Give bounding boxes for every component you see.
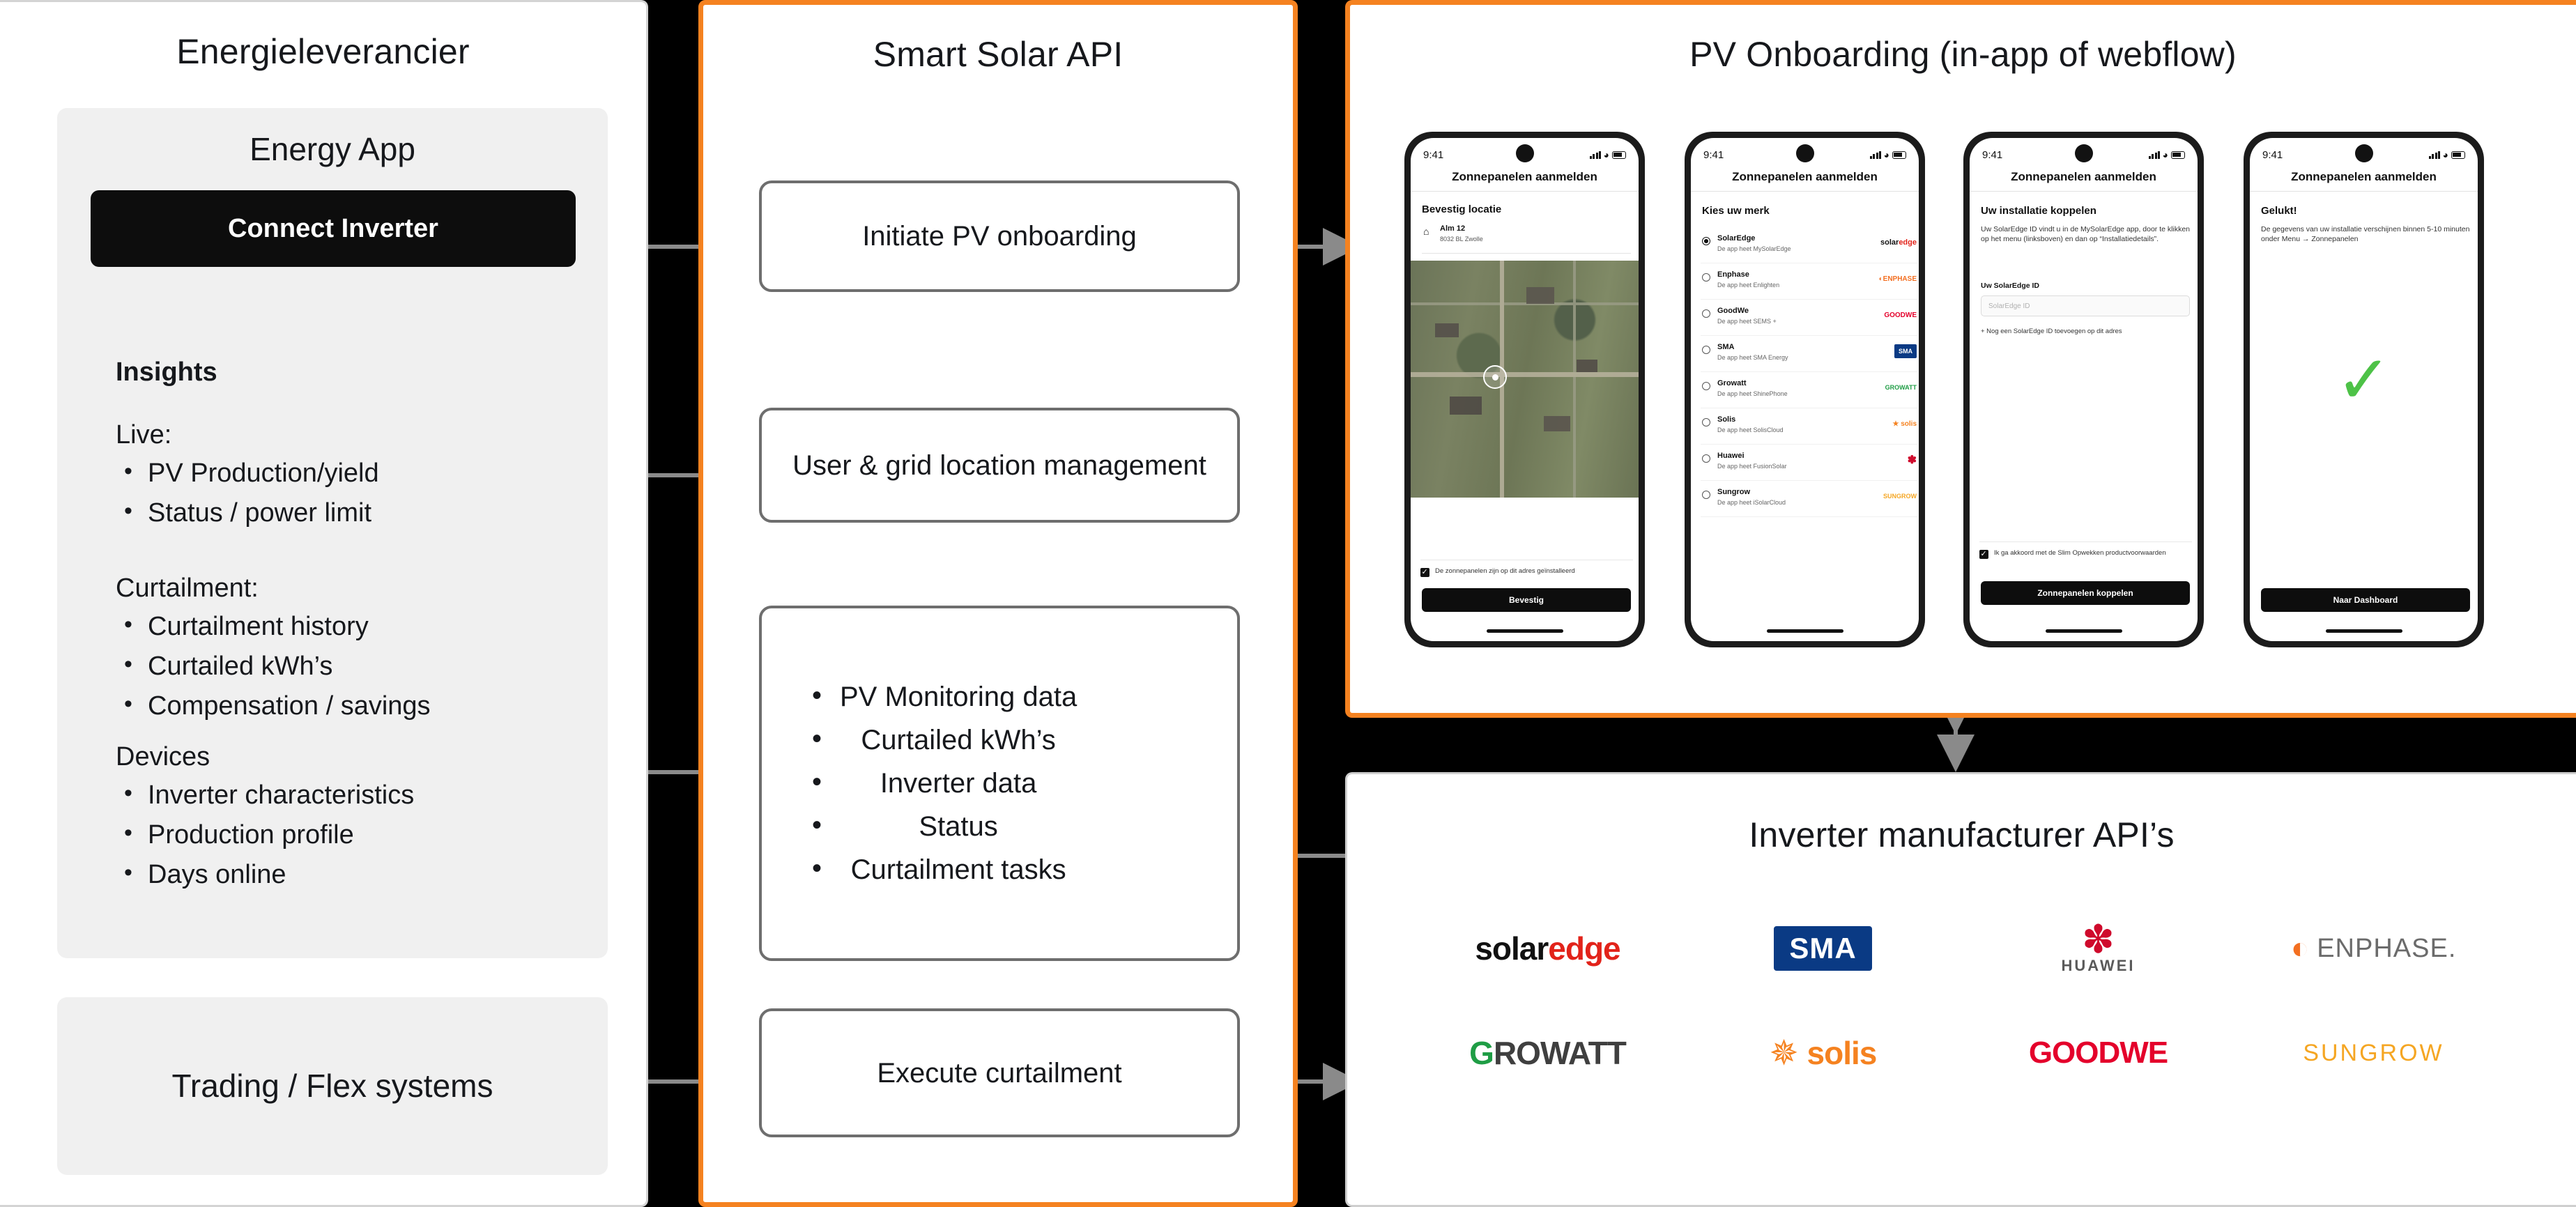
solis-logo-icon [1770, 1034, 1877, 1072]
consent-label: Ik ga akkoord met de Slim Opwekken productvoorwaarden [1994, 549, 2166, 557]
solaredge-logo-icon [1475, 930, 1620, 967]
brand-subtitle: De app heet SMA Energy [1717, 354, 1788, 361]
phone-header-title: Zonnepanelen aanmelden [1452, 170, 1597, 183]
energy-supplier-title: Energieleverancier [176, 32, 470, 71]
pv-onboarding-title: PV Onboarding (in-app of webflow) [1689, 35, 2237, 74]
phone-mockup-choose-brand [1685, 132, 1925, 647]
list-item: • Inverter data [805, 762, 1077, 805]
brand-option-huawei[interactable] [1701, 445, 1918, 481]
insights-heading: Insights [116, 358, 217, 387]
logo-row-2 [1410, 1001, 2511, 1105]
battery-icon [2171, 151, 2185, 159]
logo-cell [1410, 1001, 1685, 1105]
signal-icon [1870, 151, 1881, 159]
home-indicator [2326, 629, 2402, 633]
status-time: 9:41 [1703, 148, 1724, 161]
enphase-logo-icon: ◐ENPHASE [1878, 275, 1917, 283]
curtailment-heading: Curtailment: [116, 574, 259, 603]
radio-icon[interactable] [1702, 346, 1710, 354]
trading-flex-title: Trading / Flex systems [171, 1067, 493, 1104]
logo-cell [2236, 1001, 2511, 1105]
logo-cell [2236, 896, 2511, 1001]
goodwe-logo-icon: GOODWE [1884, 311, 1917, 319]
brand-name: Enphase [1717, 270, 1749, 279]
logo-cell [1961, 1001, 2236, 1105]
screen-heading: Gelukt! [2261, 205, 2297, 217]
list-item: • Curtailment history [116, 612, 431, 642]
checkbox-icon[interactable] [1979, 550, 1988, 559]
battery-icon [1612, 151, 1626, 159]
wifi-icon: ◕ [2162, 149, 2168, 160]
brand-option-enphase[interactable] [1701, 263, 1918, 300]
status-bar [1691, 145, 1919, 164]
brand-option-goodwe[interactable] [1701, 300, 1918, 336]
brand-subtitle: De app heet Enlighten [1717, 282, 1780, 289]
brand-subtitle: De app heet SolisCloud [1717, 426, 1784, 433]
brand-name: Huawei [1717, 452, 1745, 460]
status-bar [1411, 145, 1639, 164]
map-marker-icon [1483, 365, 1507, 389]
add-another-id-link[interactable]: + Nog een SolarEdge ID toevoegen op dit adres [1981, 328, 2122, 335]
brand-name: Growatt [1717, 379, 1747, 387]
curtailment-list [116, 612, 431, 731]
divider [2250, 191, 2478, 192]
wifi-icon: ◕ [2442, 149, 2448, 160]
brand-subtitle: De app heet FusionSolar [1717, 463, 1787, 470]
phone-mockup-link-installation [1963, 132, 2204, 647]
growatt-logo-icon: GROWATT [1885, 384, 1917, 391]
brand-subtitle: De app heet SEMS + [1717, 318, 1777, 325]
huawei-mark-icon: ✽ [2082, 916, 2115, 961]
huawei-logo-icon [2061, 916, 2136, 975]
installed-here-checkbox-row[interactable] [1420, 560, 1633, 577]
status-bar [1970, 145, 2198, 164]
signal-icon [2149, 151, 2160, 159]
list-item: • Curtailed kWh’s [805, 718, 1077, 762]
checkbox-label: De zonnepanelen zijn op dit adres geïnstalleerd [1435, 567, 1575, 575]
energy-app-title: Energy App [250, 131, 415, 167]
radio-icon[interactable] [1702, 382, 1710, 390]
screen-heading: Uw installatie koppelen [1981, 205, 2096, 217]
brand-name: SolarEdge [1717, 234, 1756, 243]
energy-supplier-panel [0, 0, 648, 1207]
home-indicator [2046, 629, 2122, 633]
location-map[interactable] [1411, 261, 1639, 498]
signal-icon [2429, 151, 2440, 159]
list-item: • Curtailment tasks [805, 848, 1077, 891]
api-box-initiate-onboarding[interactable]: Initiate PV onboarding [759, 180, 1240, 292]
live-heading: Live: [116, 420, 172, 449]
home-indicator [1487, 629, 1563, 633]
list-item: • PV Monitoring data [805, 675, 1077, 718]
logo-cell [1410, 896, 1685, 1001]
pv-onboarding-panel [1345, 0, 2576, 718]
radio-icon[interactable] [1702, 454, 1710, 463]
api-box-location-management[interactable]: User & grid location management [759, 408, 1240, 523]
smart-solar-api-title: Smart Solar API [873, 35, 1124, 74]
home-icon: ⌂ [1423, 226, 1429, 237]
brand-subtitle: De app heet iSolarCloud [1717, 499, 1786, 506]
brand-list [1701, 227, 1918, 517]
phone-header-title: Zonnepanelen aanmelden [1732, 170, 1878, 183]
solis-logo-text: solis [1807, 1035, 1877, 1071]
logo-row-1 [1410, 896, 2511, 1001]
divider [1970, 191, 2198, 192]
sma-logo-icon: SMA [1894, 344, 1917, 358]
screen-heading: Kies uw merk [1702, 205, 1770, 217]
status-time: 9:41 [1982, 148, 2003, 161]
api-box-monitoring-data[interactable] [759, 606, 1240, 961]
solaredge-id-input[interactable]: SolarEdge ID [1981, 295, 2190, 316]
api-data-list [805, 675, 1077, 891]
logo-cell [1685, 896, 1961, 1001]
sma-logo-icon: SMA [1774, 926, 1871, 971]
divider [1411, 191, 1639, 192]
live-list [116, 459, 379, 538]
to-dashboard-button[interactable]: Naar Dashboard [2261, 588, 2470, 612]
radio-icon[interactable] [1702, 309, 1710, 318]
success-check-icon: ✓ [2336, 343, 2392, 417]
enphase-logo-icon [2291, 931, 2457, 966]
brand-option-sma[interactable] [1701, 336, 1918, 372]
brand-subtitle: De app heet MySolarEdge [1717, 245, 1791, 252]
sungrow-logo-icon: SUNGROW [1883, 493, 1917, 500]
address-row[interactable] [1422, 222, 1631, 254]
phone-screen [1970, 138, 2198, 641]
trading-flex-card [57, 997, 608, 1175]
brand-option-solis[interactable] [1701, 408, 1918, 445]
enphase-logo-text: ENPHASE. [2317, 933, 2457, 963]
list-item: • Compensation / savings [116, 691, 431, 721]
consent-checkbox-row[interactable] [1979, 541, 2192, 559]
status-icons [2429, 150, 2465, 160]
list-item: • Status / power limit [116, 498, 379, 528]
checkbox-icon[interactable] [1420, 568, 1429, 577]
confirm-button[interactable]: Bevestig [1422, 588, 1631, 612]
list-item: • Curtailed kWh’s [116, 652, 431, 682]
success-text: De gegevens van uw installatie verschijnen binnen 5-10 minuten onder Menu → Zonnepanelen [2261, 225, 2470, 244]
list-item: • Inverter characteristics [116, 781, 414, 810]
brand-name: GoodWe [1717, 307, 1749, 315]
divider [1691, 191, 1919, 192]
logo-cell [1685, 1001, 1961, 1105]
list-item: • PV Production/yield [116, 459, 379, 489]
signal-icon [1590, 151, 1601, 159]
solaredge-logo-part-a: solar [1475, 930, 1549, 967]
wifi-icon: ◕ [1603, 149, 1609, 160]
list-item: • Days online [116, 860, 414, 890]
brand-option-solaredge[interactable] [1701, 227, 1918, 263]
screen-heading: Bevestig locatie [1422, 203, 1502, 215]
status-time: 9:41 [2262, 148, 2283, 161]
enphase-mark-icon: ◐ [2290, 931, 2310, 965]
status-icons [2149, 150, 2185, 160]
list-item: • Status [805, 805, 1077, 848]
manufacturer-logo-grid [1410, 896, 2511, 1105]
brand-option-growatt[interactable] [1701, 372, 1918, 408]
phone-screen [1691, 138, 1919, 641]
growatt-logo-part-b: ROWATT [1493, 1035, 1626, 1071]
huawei-logo-text: HUAWEI [2061, 957, 2136, 975]
devices-list [116, 781, 414, 900]
phone-screen [1411, 138, 1639, 641]
devices-heading: Devices [116, 742, 210, 771]
phone-mockup-success [2244, 132, 2484, 647]
phone-header-title: Zonnepanelen aanmelden [2011, 170, 2156, 183]
brand-name: Solis [1717, 415, 1736, 424]
wifi-icon: ◕ [1883, 149, 1889, 160]
radio-icon[interactable] [1702, 491, 1710, 499]
solis-sun-icon: ✵ [1769, 1033, 1799, 1073]
solaredge-id-label: Uw SolarEdge ID [1981, 282, 2040, 290]
growatt-logo-icon [1469, 1034, 1626, 1072]
instruction-text: Uw SolarEdge ID vindt u in de MySolarEdge app, door te klikken op het menu (linksboven) en dan op “Installatiedetails”. [1981, 225, 2190, 244]
brand-name: SMA [1717, 343, 1735, 351]
brand-name: Sungrow [1717, 488, 1751, 496]
battery-icon [1892, 151, 1906, 159]
solaredge-logo-part-b: edge [1548, 930, 1620, 967]
radio-icon[interactable] [1702, 418, 1710, 426]
huawei-logo-icon: ✽ [1907, 454, 1917, 466]
radio-icon[interactable] [1702, 273, 1710, 282]
solaredge-logo-icon: solar edge [1880, 238, 1917, 247]
smart-solar-api-panel [698, 0, 1298, 1207]
logo-cell [1961, 896, 2236, 1001]
phone-mockup-confirm-location [1404, 132, 1645, 647]
connect-inverter-button[interactable]: Connect Inverter [91, 190, 576, 267]
phone-screen [2250, 138, 2478, 641]
phone-header-title: Zonnepanelen aanmelden [2291, 170, 2437, 183]
brand-option-sungrow[interactable] [1701, 481, 1918, 517]
status-icons [1870, 150, 1906, 160]
battery-icon [2451, 151, 2465, 159]
goodwe-logo-icon: GOODWE [2028, 1036, 2168, 1070]
status-time: 9:41 [1423, 148, 1444, 161]
inverter-manufacturer-api-title: Inverter manufacturer API’s [1749, 815, 2175, 854]
list-item: • Production profile [116, 820, 414, 850]
solis-logo-icon: ★ solis [1892, 420, 1917, 428]
link-panels-button[interactable]: Zonnepanelen koppelen [1981, 581, 2190, 605]
status-bar [2250, 145, 2478, 164]
home-indicator [1767, 629, 1843, 633]
inverter-manufacturer-api-panel [1345, 772, 2576, 1207]
growatt-logo-part-a: G [1469, 1035, 1494, 1071]
brand-subtitle: De app heet ShinePhone [1717, 390, 1788, 397]
radio-icon[interactable] [1702, 237, 1710, 245]
api-box-execute-curtailment[interactable]: Execute curtailment [759, 1008, 1240, 1137]
sungrow-logo-icon: SUNGROW [2303, 1039, 2444, 1066]
address-line-1: Alm 12 [1440, 224, 1466, 233]
address-line-2: 8032 BL Zwolle [1440, 236, 1483, 243]
status-icons [1590, 150, 1626, 160]
